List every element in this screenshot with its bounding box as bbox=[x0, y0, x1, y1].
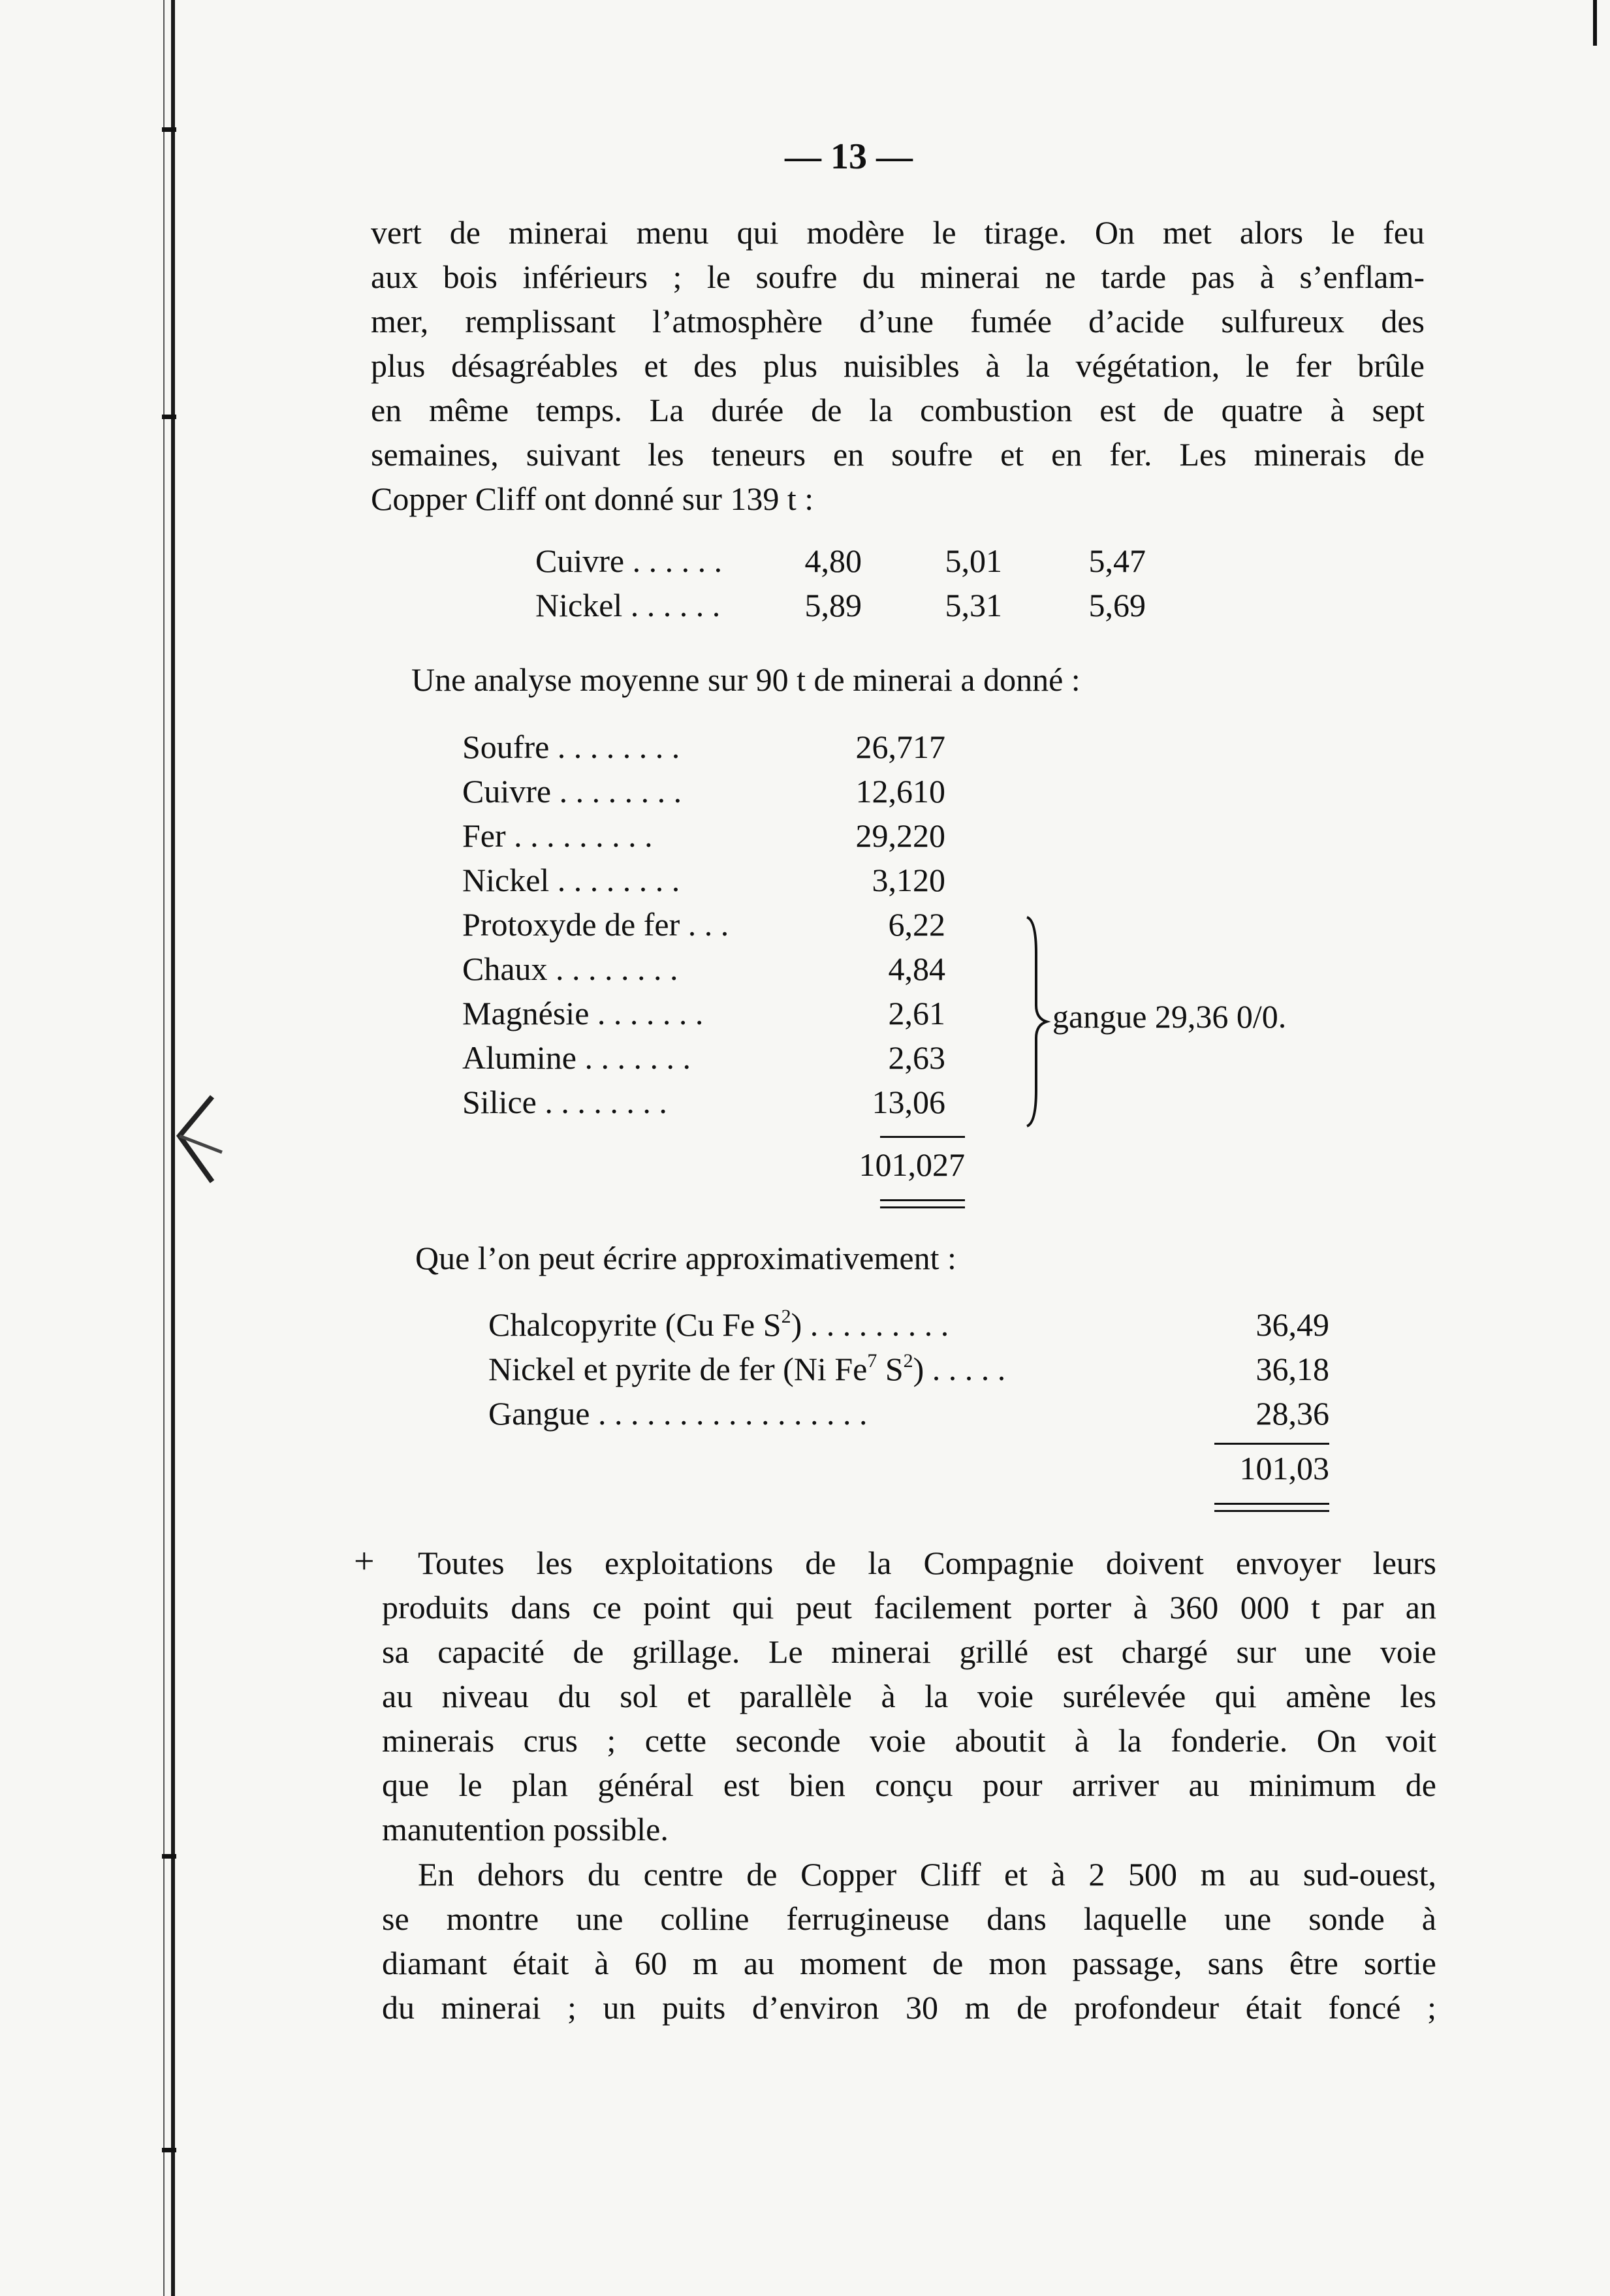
text-line: manutention possible. bbox=[382, 1811, 669, 1848]
row-label: Alumine . . . . . . . bbox=[462, 1039, 691, 1076]
row-label: Nickel . . . . . . . . bbox=[462, 862, 680, 898]
sum-rule bbox=[1214, 1443, 1329, 1445]
table-row bbox=[462, 994, 985, 1039]
text-line: en même temps. La durée de la combustion est de quatre à sept bbox=[371, 392, 1425, 428]
row-label: Gangue . . . . . . . . . . . . . . . . . bbox=[488, 1395, 868, 1432]
gangue-note: gangue 29,36 0/0. bbox=[1052, 998, 1287, 1035]
formula-text: Chalcopyrite (Cu Fe S bbox=[488, 1306, 781, 1343]
table-row bbox=[462, 772, 985, 817]
table-total-row bbox=[488, 1449, 1329, 1494]
cell-value: 12,610 bbox=[855, 773, 945, 810]
cell-value: 4,80 bbox=[804, 543, 862, 579]
formula-superscript: 2 bbox=[903, 1350, 913, 1372]
text-line: minerais crus ; cette seconde voie aboutit à la fonderie. On voit bbox=[382, 1722, 1436, 1759]
text-line: mer, remplissant l’atmosphère d’une fumée d’acide sulfureux des bbox=[371, 303, 1425, 339]
margin-plus-mark: + bbox=[354, 1541, 375, 1582]
cell-value: 2,61 bbox=[888, 995, 945, 1031]
row-label: Cuivre . . . . . . . . bbox=[462, 773, 682, 810]
text-line: que le plan général est bien conçu pour arriver au minimum de bbox=[382, 1767, 1436, 1803]
table-row bbox=[462, 817, 985, 861]
cell-value: 13,06 bbox=[872, 1084, 945, 1120]
cell-value: 5,01 bbox=[945, 543, 1002, 579]
double-rule bbox=[1214, 1510, 1329, 1512]
table-row bbox=[462, 861, 985, 905]
cell-value: 5,31 bbox=[945, 587, 1002, 623]
table-total-row bbox=[462, 1146, 985, 1190]
row-label: Soufre . . . . . . . . bbox=[462, 729, 680, 765]
binding-tick bbox=[162, 127, 176, 132]
row-label: Nickel . . . . . . bbox=[535, 587, 721, 623]
table-row bbox=[462, 1083, 985, 1127]
row-label: Cuivre . . . . . . bbox=[535, 543, 723, 579]
double-rule bbox=[880, 1199, 965, 1201]
total-value: 101,027 bbox=[859, 1146, 965, 1183]
row-label: Magnésie . . . . . . . bbox=[462, 995, 704, 1031]
row-label: Silice . . . . . . . . bbox=[462, 1084, 667, 1120]
double-rule bbox=[1214, 1503, 1329, 1505]
total-value: 101,03 bbox=[1239, 1450, 1329, 1486]
cell-value: 5,89 bbox=[804, 587, 862, 623]
row-label: Protoxyde de fer . . . bbox=[462, 906, 729, 943]
text-line: au niveau du sol et parallèle à la voie surélevée qui amène les bbox=[382, 1678, 1436, 1714]
text-line: plus désagréables et des plus nuisibles à la végétation, le fer brûle bbox=[371, 347, 1425, 384]
text-line: vert de minerai menu qui modère le tirage. On met alors le feu bbox=[371, 214, 1425, 251]
formula-text: Nickel et pyrite de fer (Ni Fe bbox=[488, 1351, 868, 1387]
cell-value: 3,120 bbox=[872, 862, 945, 898]
row-label bbox=[488, 1350, 1005, 1388]
table-row bbox=[462, 1039, 985, 1083]
cell-value: 29,220 bbox=[855, 817, 945, 854]
binding-edge bbox=[163, 0, 165, 2296]
row-label: Fer . . . . . . . . . bbox=[462, 817, 653, 854]
paragraph-1 bbox=[371, 210, 1425, 521]
analysis-intro: Une analyse moyenne sur 90 t de minerai a donné : bbox=[411, 661, 1081, 698]
formula-superscript: 2 bbox=[781, 1306, 791, 1328]
binding-clip-mark bbox=[166, 1090, 225, 1188]
table-row bbox=[535, 586, 1319, 631]
text-line: du minerai ; un puits d’environ 30 m de profondeur était foncé ; bbox=[382, 1989, 1436, 2026]
sum-rule bbox=[880, 1136, 965, 1138]
cell-value: 6,22 bbox=[888, 906, 945, 943]
text-line: En dehors du centre de Copper Cliff et à 2 500 m au sud-ouest, bbox=[418, 1856, 1436, 1893]
binding-tick bbox=[162, 415, 176, 419]
cell-value: 36,18 bbox=[1255, 1351, 1329, 1387]
cell-value: 5,69 bbox=[1088, 587, 1146, 623]
row-label: Chaux . . . . . . . . bbox=[462, 951, 678, 987]
cell-value: 2,63 bbox=[888, 1039, 945, 1076]
text-line: Copper Cliff ont donné sur 139 t : bbox=[371, 480, 814, 517]
table-row bbox=[488, 1350, 1329, 1394]
table-row bbox=[462, 950, 985, 994]
page-number: — 13 — bbox=[785, 136, 913, 177]
text-line: se montre une colline ferrugineuse dans laquelle une sonde à bbox=[382, 1900, 1436, 1937]
text-line: Toutes les exploitations de la Compagnie doivent envoyer leurs bbox=[418, 1545, 1436, 1581]
text-line: semaines, suivant les teneurs en soufre et en fer. Les minerais de bbox=[371, 436, 1425, 473]
binding-tick bbox=[162, 1854, 176, 1859]
corner-mark bbox=[1593, 0, 1597, 46]
formula-superscript: 7 bbox=[867, 1350, 877, 1372]
cell-value: 5,47 bbox=[1088, 543, 1146, 579]
text-line: sa capacité de grillage. Le minerai grillé est chargé sur une voie bbox=[382, 1633, 1436, 1670]
row-label bbox=[488, 1306, 949, 1344]
table-row bbox=[535, 542, 1319, 586]
cell-value: 28,36 bbox=[1255, 1395, 1329, 1432]
table-row bbox=[488, 1394, 1329, 1439]
table-row bbox=[488, 1306, 1329, 1350]
text-line: aux bois inférieurs ; le soufre du minerai ne tarde pas à s’enflam- bbox=[371, 259, 1425, 295]
binding-tick bbox=[162, 2148, 176, 2152]
cell-value: 36,49 bbox=[1255, 1306, 1329, 1343]
text-line: produits dans ce point qui peut facilement porter à 360 000 t par an bbox=[382, 1589, 1436, 1626]
double-rule bbox=[880, 1206, 965, 1208]
paragraph-2 bbox=[382, 1541, 1436, 1851]
leader-dots: ) . . . . . bbox=[913, 1351, 1006, 1387]
gangue-brace bbox=[1022, 914, 1054, 1129]
table-row bbox=[462, 905, 985, 950]
table-row bbox=[462, 728, 985, 772]
cell-value: 26,717 bbox=[855, 729, 945, 765]
text-line: diamant était à 60 m au moment de mon passage, sans être sortie bbox=[382, 1945, 1436, 1981]
leader-dots: ) . . . . . . . . . bbox=[791, 1306, 949, 1343]
cell-value: 4,84 bbox=[888, 951, 945, 987]
approx-intro: Que l’on peut écrire approximativement : bbox=[415, 1240, 956, 1276]
formula-text: S bbox=[877, 1351, 904, 1387]
paragraph-3 bbox=[382, 1852, 1436, 2030]
